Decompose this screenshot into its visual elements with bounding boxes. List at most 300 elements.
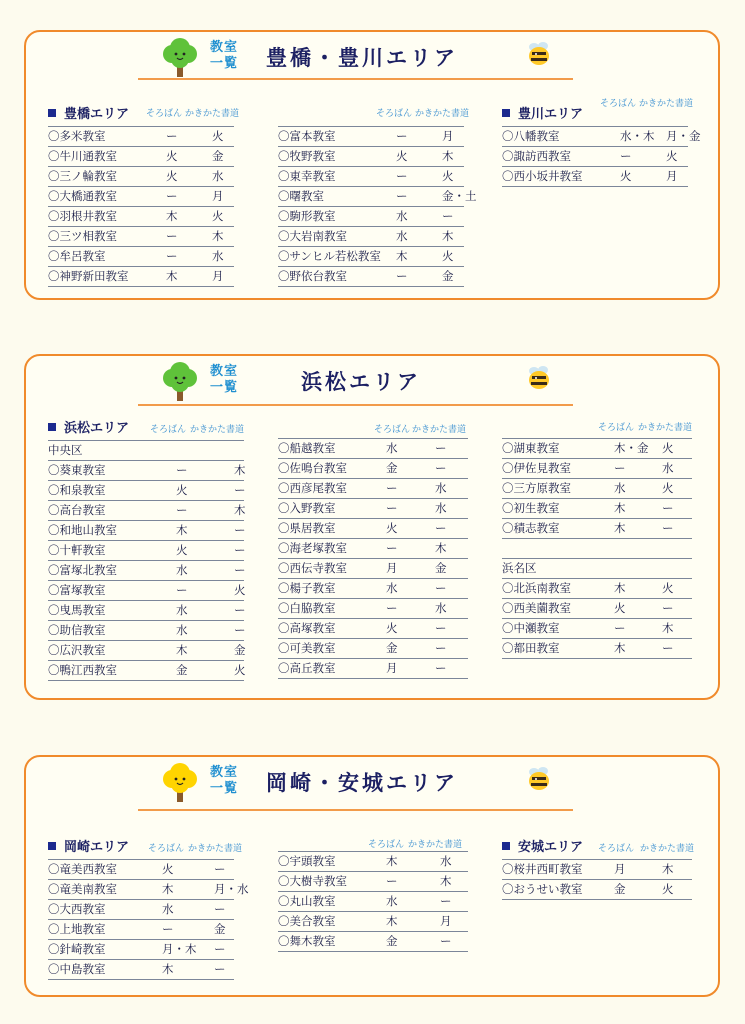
kakikata-day: ー — [662, 521, 674, 535]
soroban-day: ー — [176, 583, 188, 597]
area-panel-toyohashi-toyokawa — [24, 30, 720, 300]
kakikata-day: ー — [214, 902, 226, 916]
table-row — [278, 639, 468, 659]
soroban-day: 水・木 — [620, 129, 655, 143]
soroban-day: 木 — [614, 501, 626, 515]
soroban-day: ー — [386, 541, 398, 555]
area-title: 豊橋・豊川エリア — [266, 46, 458, 70]
classroom-name: 〇中島教室 — [48, 962, 106, 976]
soroban-day: 火 — [386, 521, 398, 535]
header-kakikata: かきかた書道 — [188, 844, 243, 854]
table-row — [502, 499, 692, 519]
classroom-name: 〇高丘教室 — [278, 661, 336, 675]
classroom-name: 〇北浜南教室 — [502, 581, 571, 595]
soroban-day: 水 — [386, 441, 398, 455]
area-column — [278, 835, 468, 952]
classroom-name: 〇可美教室 — [278, 641, 336, 655]
classroom-name: 〇三方原教室 — [502, 481, 571, 495]
classroom-name: 〇積志教室 — [502, 521, 560, 535]
table-row — [278, 187, 477, 207]
table-row — [48, 920, 234, 940]
soroban-day: 水 — [176, 563, 188, 577]
table-row — [48, 127, 234, 147]
table-row — [278, 559, 468, 579]
classroom-name: 〇美合教室 — [278, 914, 336, 928]
table-row — [48, 167, 234, 187]
table-row — [502, 599, 692, 619]
soroban-day: 木 — [176, 523, 188, 537]
classroom-name: 〇県居教室 — [278, 521, 336, 535]
soroban-day: 火 — [166, 149, 178, 163]
soroban-day: ー — [386, 481, 398, 495]
soroban-day: 火 — [386, 621, 398, 635]
classroom-name: 〇牧野教室 — [278, 149, 336, 163]
column-header — [278, 835, 468, 851]
table-row — [502, 619, 692, 639]
soroban-day: ー — [166, 249, 178, 263]
classroom-name: 〇西伝寺教室 — [278, 561, 347, 575]
classroom-name: 〇宇頭教室 — [278, 854, 336, 868]
kakikata-day: ー — [440, 934, 452, 948]
kakikata-day: 水 — [440, 854, 452, 868]
soroban-day: 金 — [614, 882, 626, 896]
classroom-name: 〇和泉教室 — [48, 483, 106, 497]
kakikata-day: ー — [234, 523, 246, 537]
header-soroban: そろばん — [146, 109, 183, 119]
area-column — [48, 100, 240, 287]
table-row — [278, 599, 468, 619]
kakikata-day: ー — [435, 581, 447, 595]
kakikata-day: ー — [234, 543, 246, 557]
classroom-name: 〇竜美西教室 — [48, 862, 117, 876]
table-row — [48, 461, 244, 481]
district-label — [502, 559, 692, 579]
soroban-day: 火 — [614, 601, 626, 615]
classroom-name: 〇助信教室 — [48, 623, 106, 637]
classroom-name: 〇駒形教室 — [278, 209, 336, 223]
header-kakikata: かきかた書道 — [408, 840, 463, 850]
column-title: 安城エリア — [502, 836, 583, 855]
table-row — [48, 267, 234, 287]
header-kakikata: かきかた書道 — [640, 844, 695, 854]
soroban-day: 金 — [386, 461, 398, 475]
table-row — [502, 519, 692, 539]
area-panel-okazaki-anjo — [24, 755, 720, 997]
classroom-table — [278, 851, 468, 952]
column-title: 浜松エリア — [48, 417, 129, 436]
classroom-name: 〇牟呂教室 — [48, 249, 106, 263]
table-row — [502, 439, 692, 459]
classroom-name: 〇大樹寺教室 — [278, 874, 347, 888]
title-underline — [138, 404, 573, 406]
classroom-name: 〇羽根井教室 — [48, 209, 117, 223]
kakikata-day: 火 — [442, 249, 454, 263]
soroban-day: ー — [166, 129, 178, 143]
kakikata-day: 金 — [234, 643, 246, 657]
table-row — [278, 519, 468, 539]
soroban-day: ー — [396, 269, 408, 283]
soroban-day: 水 — [614, 481, 626, 495]
header-soroban: そろばん — [376, 109, 413, 119]
tree-mascot-icon — [162, 362, 198, 402]
table-row — [48, 541, 244, 561]
table-row — [278, 539, 468, 559]
table-row — [48, 860, 234, 880]
header-soroban: そろばん — [148, 844, 185, 854]
kakikata-day: 火 — [662, 581, 674, 595]
header-soroban: そろばん — [598, 423, 635, 433]
kakikata-day: 火 — [666, 149, 678, 163]
kakikata-day: 水 — [435, 481, 447, 495]
classroom-name: 〇富本教室 — [278, 129, 336, 143]
soroban-day: 火 — [176, 543, 188, 557]
soroban-day: 水 — [386, 581, 398, 595]
kakikata-day: ー — [214, 962, 226, 976]
kakikata-day: 木 — [440, 874, 452, 888]
table-row — [48, 661, 244, 681]
classroom-name: 〇富塚北教室 — [48, 563, 117, 577]
classroom-name: 〇竜美南教室 — [48, 882, 117, 896]
table-row — [48, 601, 244, 621]
column-title: 豊川エリア — [502, 103, 583, 122]
classroom-name: 〇野依台教室 — [278, 269, 347, 283]
square-bullet-icon — [502, 109, 510, 117]
classroom-name: 〇大西教室 — [48, 902, 106, 916]
table-row — [48, 940, 234, 960]
classroom-name: 〇西美薗教室 — [502, 601, 571, 615]
soroban-day: 木 — [176, 643, 188, 657]
kakikata-day: ー — [214, 862, 226, 876]
soroban-day: 月 — [386, 661, 398, 675]
kakikata-day: 月・水 — [214, 882, 249, 896]
classroom-name: 〇広沢教室 — [48, 643, 106, 657]
classroom-name: 〇西小坂井教室 — [502, 169, 583, 183]
table-row — [278, 267, 464, 287]
classroom-name: 〇八幡教室 — [502, 129, 560, 143]
classroom-table — [48, 126, 234, 287]
header-kakikata: かきかた書道 — [638, 423, 693, 433]
area-column — [48, 416, 244, 681]
column-header — [502, 96, 694, 126]
table-row — [278, 912, 468, 932]
area-title: 浜松エリア — [301, 370, 421, 394]
kakikata-day: ー — [234, 563, 246, 577]
soroban-day: 火 — [166, 169, 178, 183]
classroom-name: 〇牛川通教室 — [48, 149, 117, 163]
soroban-day: 水 — [162, 902, 174, 916]
table-row — [278, 167, 464, 187]
kakikata-day: 木 — [234, 463, 246, 477]
kakikata-day: ー — [442, 209, 454, 223]
soroban-day: 火 — [162, 862, 174, 876]
kakikata-day: 金 — [442, 269, 454, 283]
classroom-name: 〇海老塚教室 — [278, 541, 347, 555]
table-row — [48, 227, 234, 247]
kakikata-day: 火 — [234, 663, 246, 677]
classroom-name: 〇中瀬教室 — [502, 621, 560, 635]
header-soroban: そろばん — [150, 425, 187, 435]
panel-header — [26, 757, 718, 809]
table-row — [48, 521, 244, 541]
classroom-list-badge: 教室 一覧 — [209, 40, 238, 71]
classroom-name: 〇高台教室 — [48, 503, 106, 517]
table-row — [278, 619, 468, 639]
classroom-name: 〇高塚教室 — [278, 621, 336, 635]
table-row — [278, 932, 468, 952]
soroban-day: 木 — [166, 209, 178, 223]
classroom-name: 浜名区 — [502, 561, 537, 575]
kakikata-day: 木 — [662, 621, 674, 635]
kakikata-day: 金 — [435, 561, 447, 575]
soroban-day: ー — [386, 874, 398, 888]
panel-header — [26, 356, 718, 408]
area-column — [502, 96, 701, 187]
kakikata-day: ー — [662, 501, 674, 515]
classroom-name: 〇楊子教室 — [278, 581, 336, 595]
soroban-day: 水 — [386, 894, 398, 908]
soroban-day: 木 — [162, 882, 174, 896]
soroban-day: 木 — [386, 914, 398, 928]
soroban-day: ー — [162, 922, 174, 936]
kakikata-day: 火 — [212, 209, 224, 223]
kakikata-day: ー — [435, 621, 447, 635]
soroban-day: 火 — [176, 483, 188, 497]
table-row — [502, 167, 688, 187]
district-label — [48, 441, 244, 461]
soroban-day: 金 — [386, 641, 398, 655]
table-row — [278, 579, 468, 599]
classroom-name: 〇大橋通教室 — [48, 189, 117, 203]
table-row — [278, 207, 464, 227]
table-row — [48, 481, 244, 501]
classroom-name: 〇葵東教室 — [48, 463, 106, 477]
soroban-day: ー — [176, 503, 188, 517]
kakikata-day: 火 — [234, 583, 246, 597]
classroom-table — [48, 440, 244, 681]
kakikata-day: 月 — [442, 129, 454, 143]
classroom-name: 〇桜井西町教室 — [502, 862, 583, 876]
classroom-name: 〇大岩南教室 — [278, 229, 347, 243]
soroban-day: 木 — [386, 854, 398, 868]
square-bullet-icon — [48, 842, 56, 850]
table-row — [48, 960, 234, 980]
column-header — [48, 100, 240, 126]
tree-mascot-icon — [162, 763, 198, 803]
table-row — [48, 621, 244, 641]
header-soroban: そろばん — [600, 99, 637, 109]
soroban-day: 木 — [166, 269, 178, 283]
soroban-day: 木 — [614, 581, 626, 595]
table-row — [48, 187, 234, 207]
kakikata-day: ー — [435, 441, 447, 455]
kakikata-day: ー — [662, 641, 674, 655]
classroom-name: 〇針崎教室 — [48, 942, 106, 956]
header-kakikata: かきかた書道 — [190, 425, 245, 435]
soroban-day: ー — [166, 229, 178, 243]
table-row — [502, 860, 692, 880]
area-title: 岡崎・安城エリア — [266, 771, 458, 795]
table-row — [278, 499, 468, 519]
kakikata-day: ー — [234, 483, 246, 497]
classroom-name: 〇白脇教室 — [278, 601, 336, 615]
tree-mascot-icon — [162, 38, 198, 78]
header-soroban: そろばん — [374, 425, 411, 435]
classroom-table — [278, 438, 468, 679]
soroban-day: 木 — [162, 962, 174, 976]
table-row — [278, 892, 468, 912]
table-row — [278, 247, 464, 267]
table-row — [502, 880, 692, 900]
table-row — [502, 579, 692, 599]
table-row — [278, 227, 464, 247]
kakikata-day: ー — [234, 623, 246, 637]
title-underline — [138, 78, 573, 80]
bee-icon — [526, 41, 552, 71]
header-kakikata: かきかた書道 — [185, 109, 240, 119]
table-row — [278, 659, 468, 679]
soroban-day: ー — [386, 501, 398, 515]
kakikata-day: ー — [662, 601, 674, 615]
area-column — [502, 416, 692, 659]
soroban-day: 水 — [396, 209, 408, 223]
classroom-name: 〇丸山教室 — [278, 894, 336, 908]
kakikata-day: 火 — [662, 481, 674, 495]
area-panel-hamamatsu — [24, 354, 720, 700]
classroom-table — [278, 126, 477, 287]
soroban-day: ー — [396, 169, 408, 183]
classroom-name: 〇船越教室 — [278, 441, 336, 455]
classroom-name: 〇三ノ輪教室 — [48, 169, 117, 183]
table-row — [278, 852, 468, 872]
soroban-day: 水 — [176, 603, 188, 617]
kakikata-day: ー — [440, 894, 452, 908]
table-row — [48, 581, 244, 601]
kakikata-day: 金 — [214, 922, 226, 936]
column-header — [502, 416, 692, 438]
kakikata-day: ー — [214, 942, 226, 956]
kakikata-day: 月 — [440, 914, 452, 928]
area-column — [48, 835, 249, 980]
table-row — [48, 900, 234, 920]
soroban-day: ー — [386, 601, 398, 615]
classroom-name: 〇東幸教室 — [278, 169, 336, 183]
classroom-name: 〇諏訪西教室 — [502, 149, 571, 163]
classroom-name: 〇富塚教室 — [48, 583, 106, 597]
square-bullet-icon — [48, 423, 56, 431]
classroom-name: 〇三ツ相教室 — [48, 229, 117, 243]
soroban-day: 木 — [614, 641, 626, 655]
soroban-day: ー — [620, 149, 632, 163]
kakikata-day: 木 — [442, 149, 454, 163]
header-kakikata: かきかた書道 — [639, 99, 694, 109]
soroban-day: ー — [176, 463, 188, 477]
area-column — [502, 835, 695, 900]
classroom-name: 〇舞木教室 — [278, 934, 336, 948]
classroom-name: 〇神野新田教室 — [48, 269, 129, 283]
classroom-table — [502, 438, 692, 659]
kakikata-day: 金 — [212, 149, 224, 163]
kakikata-day: 火 — [662, 441, 674, 455]
row-spacer — [502, 539, 692, 559]
classroom-name: 〇鴨江西教室 — [48, 663, 117, 677]
table-row — [278, 459, 468, 479]
kakikata-day: 月 — [212, 189, 224, 203]
classroom-name: 〇伊佐見教室 — [502, 461, 571, 475]
table-row — [278, 147, 464, 167]
classroom-name: 〇サンヒル若松教室 — [278, 249, 381, 263]
square-bullet-icon — [48, 109, 56, 117]
kakikata-day: 水 — [435, 601, 447, 615]
classroom-name: 〇湖東教室 — [502, 441, 560, 455]
kakikata-day: ー — [435, 521, 447, 535]
table-row — [278, 479, 468, 499]
kakikata-day: 木 — [662, 862, 674, 876]
classroom-name: 〇多米教室 — [48, 129, 106, 143]
table-row — [278, 439, 468, 459]
table-row — [502, 127, 701, 147]
column-header — [502, 835, 695, 859]
soroban-day: 火 — [620, 169, 632, 183]
classroom-table — [502, 859, 692, 900]
column-header — [278, 416, 468, 438]
classroom-name: 〇おうせい教室 — [502, 882, 583, 896]
kakikata-day: 火 — [442, 169, 454, 183]
classroom-list-badge: 教室 一覧 — [209, 765, 238, 796]
kakikata-day: ー — [435, 641, 447, 655]
header-soroban: そろばん — [598, 844, 635, 854]
table-row — [502, 479, 692, 499]
kakikata-day: 水 — [212, 249, 224, 263]
table-row — [48, 641, 244, 661]
kakikata-day: 火 — [662, 882, 674, 896]
table-row — [48, 880, 249, 900]
table-row — [48, 247, 234, 267]
soroban-day: ー — [396, 189, 408, 203]
classroom-name: 〇都田教室 — [502, 641, 560, 655]
header-soroban: そろばん — [368, 840, 405, 850]
kakikata-day: 水 — [435, 501, 447, 515]
table-row — [502, 639, 692, 659]
kakikata-day: 月・金 — [666, 129, 701, 143]
table-row — [502, 147, 688, 167]
kakikata-day: ー — [234, 603, 246, 617]
classroom-name: 〇入野教室 — [278, 501, 336, 515]
table-row — [502, 459, 692, 479]
table-row — [48, 561, 244, 581]
table-row — [48, 207, 234, 227]
column-header — [278, 100, 470, 126]
soroban-day: 火 — [396, 149, 408, 163]
classroom-list-badge: 教室 一覧 — [209, 364, 238, 395]
classroom-name: 〇十軒教室 — [48, 543, 106, 557]
square-bullet-icon — [502, 842, 510, 850]
area-column — [278, 100, 477, 287]
column-header — [48, 416, 244, 440]
header-kakikata: かきかた書道 — [415, 109, 470, 119]
soroban-day: 木 — [614, 521, 626, 535]
area-column — [278, 416, 468, 679]
soroban-day: 月・木 — [162, 942, 197, 956]
kakikata-day: ー — [435, 461, 447, 475]
soroban-day: 金 — [176, 663, 188, 677]
soroban-day: ー — [614, 461, 626, 475]
kakikata-day: 木 — [234, 503, 246, 517]
classroom-table — [502, 126, 701, 187]
kakikata-day: ー — [435, 661, 447, 675]
kakikata-day: 木 — [435, 541, 447, 555]
panel-header — [26, 32, 718, 84]
soroban-day: ー — [166, 189, 178, 203]
